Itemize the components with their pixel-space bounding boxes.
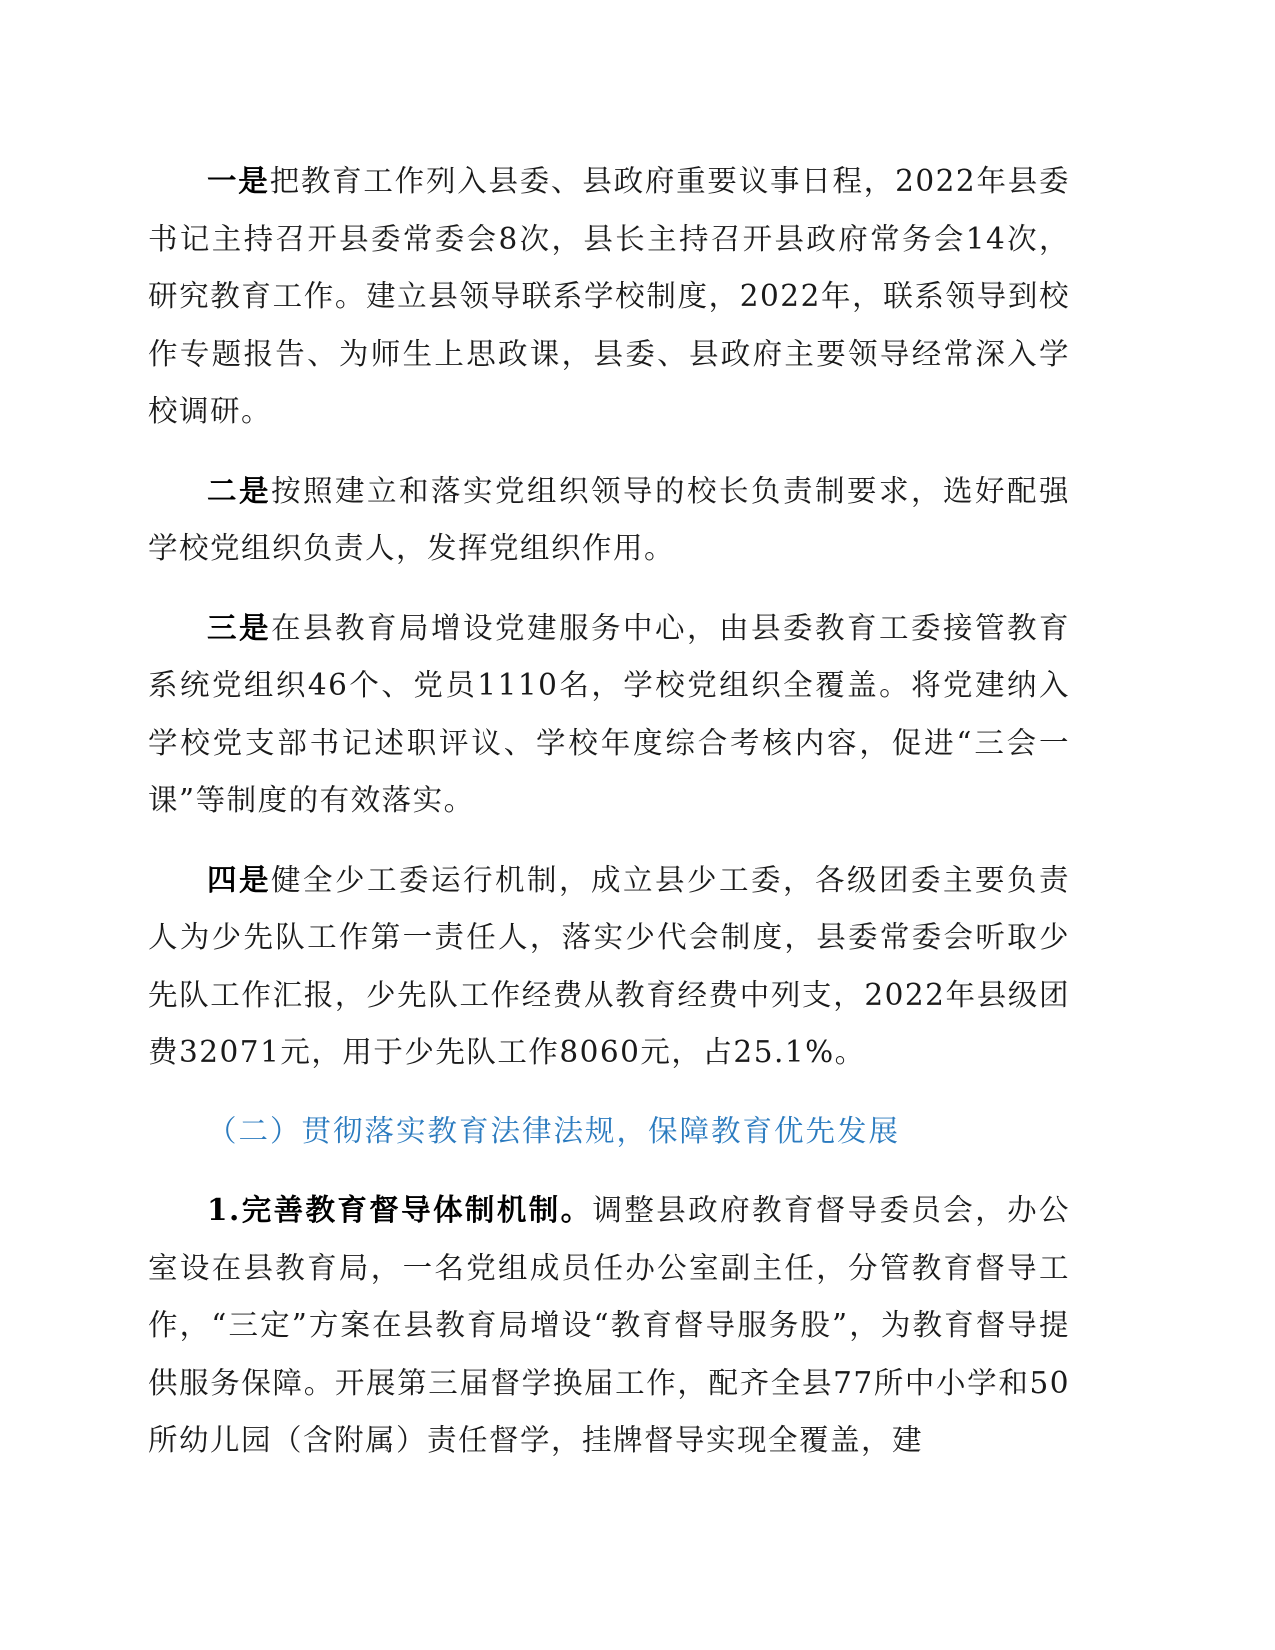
- document-body: [148, 152, 1070, 1491]
- paragraph-text: 在县教育局增设党建服务中心，由县委教育工委接管教育系统党组织46个、党员1110名，学校党组织全覆盖。将党建纳入学校党支部书记述职评议、学校年度综合考核内容，促进“三会一课”等制度的有效落实。: [148, 610, 1070, 817]
- paragraph-item-3: [148, 599, 1070, 830]
- numbered-paragraph-text: 调整县政府教育督导委员会，办公室设在县教育局，一名党组成员任办公室副主任，分管教育督导工作，“三定”方案在县教育局增设“教育督导服务股”，为教育督导提供服务保障。开展第三届督学换届工作，配齐全县77所中小学和50所幼儿园（含附属）责任督学，挂牌督导实现全覆盖，建: [148, 1193, 1070, 1457]
- paragraph-lead: 四是: [207, 861, 271, 897]
- numbered-paragraph-lead: 1.完善教育督导体制机制。: [207, 1192, 593, 1227]
- paragraph-item-2: [148, 462, 1070, 578]
- paragraph-lead: 一是: [207, 163, 270, 198]
- paragraph-item-1: [148, 152, 1070, 441]
- paragraph-item-4: [148, 851, 1070, 1082]
- paragraph-lead: 三是: [207, 609, 271, 645]
- paragraph-text: 健全少工委运行机制，成立县少工委，各级团委主要负责人为少先队工作第一责任人，落实少代会制度，县委常委会听取少先队工作汇报，少先队工作经费从教育经费中列支，2022年县级团费32071元，用于少先队工作8060元，占25.1%。: [148, 862, 1070, 1069]
- numbered-paragraph: [148, 1181, 1070, 1470]
- section-heading: （二）贯彻落实教育法律法规，保障教育优先发展: [207, 1113, 901, 1148]
- paragraph-lead: 二是: [207, 472, 271, 508]
- paragraph-text: 按照建立和落实党组织领导的校长负责制要求，选好配强学校党组织负责人，发挥党组织作用。: [148, 473, 1070, 565]
- paragraph-text: 把教育工作列入县委、县政府重要议事日程，2022年县委书记主持召开县委常委会8次，县长主持召开县政府常务会14次，研究教育工作。建立县领导联系学校制度，2022年，联系领导到校作专题报告、为师生上思政课，县委、县政府主要领导经常深入学校调研。: [148, 164, 1070, 428]
